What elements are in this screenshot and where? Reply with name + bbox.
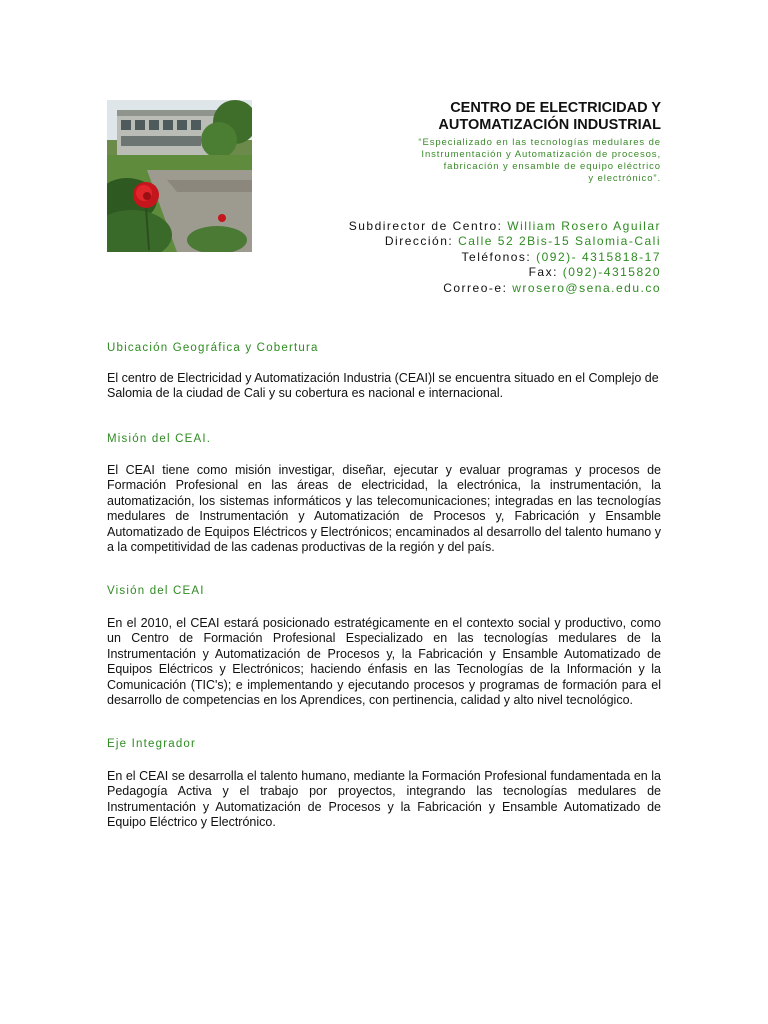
section-title-vision: Visión del CEAI — [107, 585, 205, 597]
contact-label: Dirección: — [384, 234, 454, 249]
contact-row-phones — [300, 250, 661, 265]
section-text-vision: En el 2010, el CEAI estará posicionado estratégicamente en el contexto social y productivo, como un Centro de Formación Profesional Especializado en las tecnologías medulares de la Instrumentación y Automatización de Procesos y, la Fabricación y Ensamble Automatizado de Equipos Eléctricos y Electrónicos; haciendo énfasis en las Tecnologías de la Información y la Comunicación (TIC's); e implementando y ejecutando procesos y programas de formación para el desarrollo de competencias en los Aprendices, con pertinencia, calidad y alto nivel tecnológico. — [107, 616, 661, 708]
document-header — [300, 100, 661, 185]
section-title-location: Ubicación Geográfica y Cobertura — [107, 342, 319, 354]
contact-row-fax — [300, 265, 661, 280]
contact-info — [300, 219, 661, 296]
contact-label: Fax: — [528, 265, 558, 280]
section-text-mission: El CEAI tiene como misión investigar, diseñar, ejecutar y evaluar programas y procesos de Formación Profesional en las áreas de electricidad, la electrónica, la instrumentación, la automatización, los sistemas informáticos y las telecomunicaciones; integradas en las tecnologías medulares de Instrumentación y Automatización de Procesos y, Fabricación y Ensamble Automatizado de Equipos Eléctricos y Electrónicos; encaminados al desarrollo del talento humano y a la competitividad de las cadenas productivas de la región y del país. — [107, 463, 661, 555]
contact-value-subdirector: William Rosero Aguilar — [507, 219, 661, 233]
contact-row-email — [300, 281, 661, 296]
section-text-location: El centro de Electricidad y Automatización Industria (CEAI)l se encuentra situado en el Complejo de Salomia de la ciudad de Cali y su cobertura es nacional e internacional. — [107, 371, 659, 401]
contact-label: Subdirector de Centro: — [348, 219, 503, 233]
tagline-line: fabricación y ensamble de equipo eléctrico — [443, 161, 661, 172]
contact-label: Correo-e: — [443, 280, 508, 295]
contact-label: Teléfonos: — [461, 249, 532, 264]
center-title-line1: CENTRO DE ELECTRICIDAD Y — [450, 100, 661, 116]
section-title-integrator: Eje Integrador — [107, 738, 197, 750]
section-title-mission: Misión del CEAI. — [107, 433, 212, 445]
building-rose-photo — [107, 100, 252, 252]
center-title-line2: AUTOMATIZACIÓN INDUSTRIAL — [438, 117, 661, 133]
contact-value-phones: (092)- 4315818-17 — [536, 249, 661, 264]
contact-value-fax: (092)-4315820 — [562, 265, 661, 280]
tagline-line: “Especializado en las tecnologías medulares de — [418, 137, 661, 148]
section-text-integrator: En el CEAI se desarrolla el talento humano, mediante la Formación Profesional fundamentada en la Pedagogía Activa y el trabajo por proyectos, integrando las tecnologías medulares de Instrumentación y Automatización de Procesos y la Fabricación y Ensamble Automatizado de Equipo Eléctrico y Electrónico. — [107, 769, 661, 830]
tagline-line: y electrónico”. — [588, 173, 661, 184]
contact-value-address: Calle 52 2Bis-15 Salomia-Cali — [458, 234, 661, 249]
contact-value-email[interactable]: wrosero@sena.edu.co — [512, 280, 661, 295]
tagline-line: Instrumentación y Automatización de procesos, — [421, 149, 661, 160]
contact-row-subdirector — [300, 219, 661, 234]
center-tagline — [300, 137, 661, 185]
contact-row-address — [300, 234, 661, 249]
